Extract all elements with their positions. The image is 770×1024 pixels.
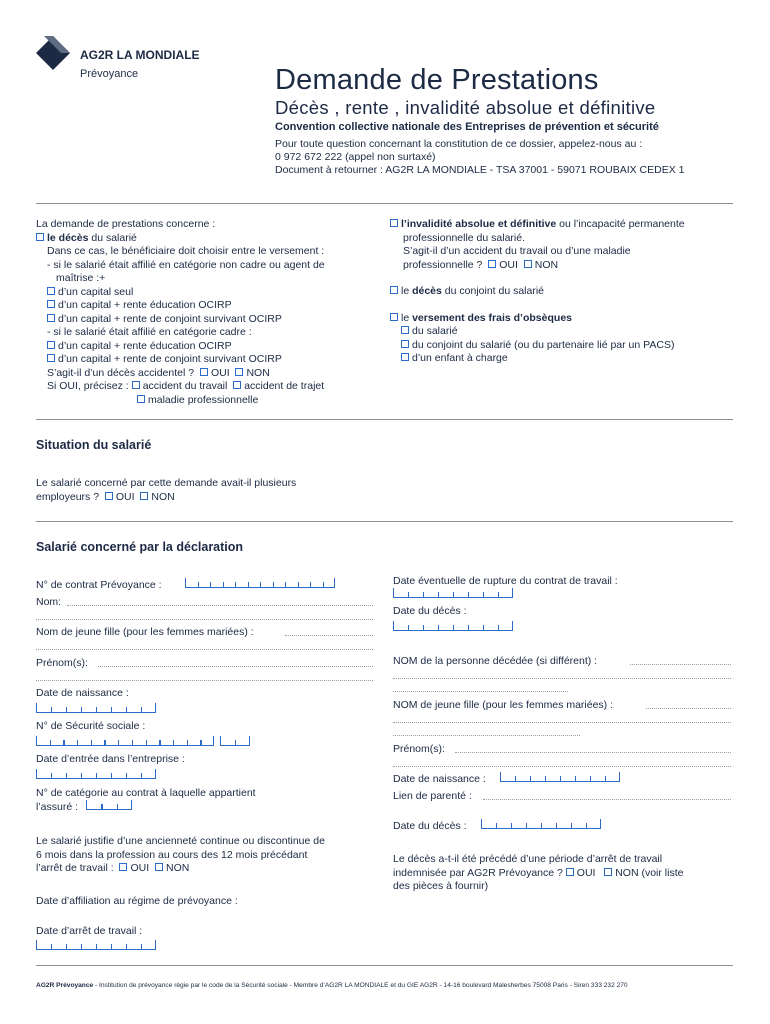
jeune-fille-input-line2[interactable] bbox=[36, 649, 373, 650]
checkbox[interactable] bbox=[137, 395, 145, 403]
label-secu: N° de Sécurité sociale : bbox=[36, 720, 146, 732]
label-nom-decedee: NOM de la personne décédée (si différent) : bbox=[393, 655, 598, 667]
option-invalidite[interactable] bbox=[390, 218, 685, 232]
label-affiliation: Date d’affiliation au régime de prévoyance : bbox=[36, 895, 238, 907]
label-jeune-fille: Nom de jeune fille (pour les femmes mariées) : bbox=[36, 626, 254, 638]
label: du conjoint du salarié (ou du partenaire lié par un PACS) bbox=[412, 338, 675, 351]
demande-line: - si le salarié était affilié en catégorie non cadre ou agent de bbox=[47, 258, 325, 271]
label: OUI bbox=[576, 867, 596, 879]
checkbox[interactable] bbox=[390, 286, 398, 294]
option-maladie-pro[interactable] bbox=[36, 394, 325, 408]
option-capital-seul[interactable] bbox=[36, 286, 325, 300]
checkbox-oui[interactable] bbox=[200, 368, 208, 376]
label: d’un capital seul bbox=[58, 285, 134, 298]
label-prenom: Prénom(s): bbox=[36, 657, 88, 669]
entree-input[interactable] bbox=[36, 770, 156, 779]
divider bbox=[36, 965, 733, 966]
label: indemnisée par AG2R Prévoyance ? bbox=[393, 867, 563, 879]
checkbox[interactable] bbox=[401, 340, 409, 348]
secu-key-input[interactable] bbox=[220, 737, 250, 746]
situation-question: Le salarié concerné par cette demande avait-il plusieurs bbox=[36, 477, 297, 489]
rupture-input[interactable] bbox=[393, 589, 513, 598]
label: d’un enfant à charge bbox=[412, 352, 508, 364]
anciennete-line2: 6 mois dans la profession au cours des 12 mois précédant bbox=[36, 849, 308, 861]
divider bbox=[36, 419, 733, 420]
checkbox-non[interactable] bbox=[524, 260, 532, 268]
divider bbox=[36, 521, 733, 522]
nom-input-line2[interactable] bbox=[36, 619, 373, 620]
checkbox[interactable] bbox=[390, 219, 398, 227]
checkbox[interactable] bbox=[47, 300, 55, 308]
demande-intro: La demande de prestations concerne : bbox=[36, 218, 216, 230]
checkbox[interactable] bbox=[390, 313, 398, 321]
label: NON bbox=[246, 366, 270, 379]
label: professionnelle ? bbox=[403, 258, 483, 271]
label-entree: Date d’entrée dans l’entreprise : bbox=[36, 753, 185, 765]
footer-bold: AG2R Prévoyance bbox=[36, 982, 94, 989]
naissance-input[interactable] bbox=[36, 704, 156, 713]
checkbox-oui[interactable] bbox=[105, 492, 113, 500]
precisez-line bbox=[36, 380, 325, 394]
label: OUI bbox=[499, 258, 518, 271]
label: l’arrêt de travail : bbox=[36, 862, 114, 874]
anciennete-line1: Le salarié justifie d’une ancienneté continue ou discontinue de bbox=[36, 835, 325, 847]
label: S’agit-il d’un décès accidentel ? bbox=[47, 366, 195, 379]
label-bold: l’invalidité absolue et définitive bbox=[401, 218, 557, 230]
option-obseques-salarie[interactable] bbox=[390, 325, 685, 339]
label-nom-jf: NOM de jeune fille (pour les femmes mariées) : bbox=[393, 699, 613, 711]
nom-decedee-input-line2[interactable] bbox=[393, 678, 731, 679]
label-contrat: N° de contrat Prévoyance : bbox=[36, 579, 162, 591]
label-deces: Date du décès : bbox=[393, 605, 467, 617]
label: maladie professionnelle bbox=[148, 393, 259, 406]
deces-input[interactable] bbox=[393, 622, 513, 631]
label: du salarié bbox=[88, 231, 137, 244]
arret-question-line2 bbox=[393, 867, 683, 881]
demande-line: Dans ce cas, le bénéficiaire doit choisir entre le versement : bbox=[47, 245, 325, 257]
section-title-salarie: Salarié concerné par la déclaration bbox=[36, 540, 244, 554]
checkbox[interactable] bbox=[401, 326, 409, 334]
label-bold: versement des frais d’obsèques bbox=[412, 311, 572, 324]
label: du conjoint du salarié bbox=[441, 285, 545, 297]
label-deces2: Date du décès : bbox=[393, 820, 467, 832]
footer bbox=[36, 982, 628, 989]
anciennete-answer bbox=[36, 862, 189, 876]
checkbox-oui[interactable] bbox=[488, 260, 496, 268]
label-rupture: Date éventuelle de rupture du contrat de travail : bbox=[393, 575, 618, 587]
arret-question-line1: Le décès a-t-il été précédé d’une période d’arrêt de travail bbox=[393, 853, 663, 865]
prenom2-input-line2[interactable] bbox=[393, 766, 731, 767]
label: du salarié bbox=[412, 325, 458, 337]
brand-subtitle: Prévoyance bbox=[80, 68, 139, 80]
divider bbox=[36, 203, 733, 204]
label-categorie: N° de catégorie au contrat à laquelle appartient bbox=[36, 787, 256, 799]
deces2-input[interactable] bbox=[481, 820, 601, 829]
label-bold: décès bbox=[412, 285, 442, 297]
accident-question bbox=[36, 367, 325, 381]
label: employeurs ? bbox=[36, 491, 100, 503]
label: d’un capital + rente de conjoint survivant OCIRP bbox=[58, 353, 282, 365]
demande-line: S’agit-il d’un accident du travail ou d’une maladie bbox=[403, 245, 631, 257]
option-capital-rente-education[interactable] bbox=[36, 299, 325, 313]
option-cadre-rente-conjoint[interactable] bbox=[36, 353, 325, 367]
page-title: Demande de Prestations bbox=[275, 64, 599, 96]
section-title-situation: Situation du salarié bbox=[36, 438, 152, 452]
nom-input[interactable] bbox=[67, 605, 373, 606]
checkbox-oui[interactable] bbox=[566, 868, 574, 876]
demande-line: maîtrise :+ bbox=[56, 272, 106, 284]
prenom2-input[interactable] bbox=[455, 752, 731, 753]
label: OUI bbox=[210, 366, 230, 379]
label: accident de trajet bbox=[244, 380, 325, 392]
checkbox-non[interactable] bbox=[155, 863, 163, 871]
nom-jf-input-line2[interactable] bbox=[393, 722, 731, 723]
option-frais-obseques[interactable] bbox=[390, 312, 685, 326]
label: Si OUI, précisez : bbox=[47, 380, 129, 392]
checkbox[interactable] bbox=[47, 341, 55, 349]
checkbox[interactable] bbox=[47, 314, 55, 322]
checkbox-accident-trajet[interactable] bbox=[233, 381, 241, 389]
checkbox[interactable] bbox=[401, 353, 409, 361]
nom-decedee-input-line3[interactable] bbox=[393, 691, 568, 692]
ag2r-logo-icon bbox=[36, 36, 70, 70]
prenom-input[interactable] bbox=[98, 666, 373, 667]
label-categorie-2: l’assuré : bbox=[36, 801, 79, 813]
option-deces-conjoint[interactable] bbox=[390, 285, 685, 299]
option-obseques-enfant[interactable] bbox=[390, 352, 685, 366]
label-bold: le décès bbox=[47, 231, 89, 244]
label-parente: Lien de parenté : bbox=[393, 790, 472, 802]
parente-input[interactable] bbox=[483, 799, 731, 800]
label: d’un capital + rente éducation OCIRP bbox=[58, 339, 232, 352]
demande-left bbox=[36, 218, 325, 407]
label-prenom2: Prénom(s): bbox=[393, 743, 445, 755]
nom-jf-input-line3[interactable] bbox=[393, 735, 580, 736]
label-arret: Date d’arrêt de travail : bbox=[36, 925, 143, 937]
label: le bbox=[401, 311, 413, 324]
checkbox-accident-travail[interactable] bbox=[132, 381, 140, 389]
checkbox[interactable] bbox=[36, 233, 44, 241]
contact-info: Pour toute question concernant la constitution de ce dossier, appelez-nous au : bbox=[275, 138, 643, 150]
label: NON bbox=[534, 258, 559, 271]
demande-line: - si le salarié était affilié en catégorie cadre : bbox=[47, 326, 252, 338]
label-naissance2: Date de naissance : bbox=[393, 773, 486, 785]
nom-decedee-input[interactable] bbox=[630, 664, 731, 665]
label: accident du travail bbox=[142, 380, 228, 392]
checkbox-non[interactable] bbox=[604, 868, 612, 876]
jeune-fille-input[interactable] bbox=[285, 635, 373, 636]
arret-input[interactable] bbox=[36, 941, 156, 950]
label: NON bbox=[165, 862, 190, 874]
checkbox[interactable] bbox=[47, 354, 55, 362]
convention-text: Convention collective nationale des Entreprises de prévention et sécurité bbox=[275, 121, 659, 133]
categorie-input[interactable] bbox=[86, 801, 132, 810]
option-cadre-rente-education[interactable] bbox=[36, 340, 325, 354]
demande-line: professionnelle du salarié. bbox=[403, 231, 525, 244]
secu-input[interactable] bbox=[36, 737, 214, 746]
label: OUI bbox=[115, 491, 135, 503]
return-address: Document à retourner : AG2R LA MONDIALE - TSA 37001 - 59071 ROUBAIX CEDEX 1 bbox=[275, 164, 685, 176]
option-deces-salarie[interactable] bbox=[36, 232, 325, 246]
label-nom: Nom: bbox=[36, 596, 62, 608]
label-naissance: Date de naissance : bbox=[36, 687, 129, 699]
checkbox-non[interactable] bbox=[235, 368, 243, 376]
invalidite-question bbox=[390, 259, 685, 273]
option-capital-rente-conjoint[interactable] bbox=[36, 313, 325, 327]
contact-phone: 0 972 672 222 (appel non surtaxé) bbox=[275, 151, 436, 163]
footer-text: - Institution de prévoyance régie par le code de la Sécurité sociale - Membre d’AG2R LA MONDIALE et du GIE AG2R - 14-16 boulevard Malesherbes 75008 Paris - Siren 333 232 270 bbox=[93, 982, 628, 989]
prenom-input-line2[interactable] bbox=[36, 680, 373, 681]
label: NON (voir liste bbox=[615, 867, 684, 879]
label: OUI bbox=[130, 862, 150, 874]
demande-right bbox=[390, 218, 685, 366]
label: NON bbox=[151, 491, 175, 503]
contrat-input[interactable] bbox=[185, 579, 335, 588]
arret-question-line3: des pièces à fournir) bbox=[393, 880, 489, 892]
naissance2-input[interactable] bbox=[500, 773, 620, 782]
page-subtitle: Décès , rente , invalidité absolue et définitive bbox=[275, 97, 656, 118]
checkbox-oui[interactable] bbox=[119, 863, 127, 871]
situation-answer bbox=[36, 491, 175, 505]
label: d’un capital + rente éducation OCIRP bbox=[58, 299, 232, 311]
label: ou l’incapacité permanente bbox=[556, 218, 685, 230]
option-obseques-conjoint[interactable] bbox=[390, 339, 685, 353]
label: d’un capital + rente de conjoint survivant OCIRP bbox=[58, 312, 282, 325]
nom-jf-input[interactable] bbox=[646, 708, 731, 709]
brand-name: AG2R LA MONDIALE bbox=[80, 48, 200, 62]
checkbox[interactable] bbox=[47, 287, 55, 295]
label: le bbox=[401, 285, 413, 297]
checkbox-non[interactable] bbox=[140, 492, 148, 500]
